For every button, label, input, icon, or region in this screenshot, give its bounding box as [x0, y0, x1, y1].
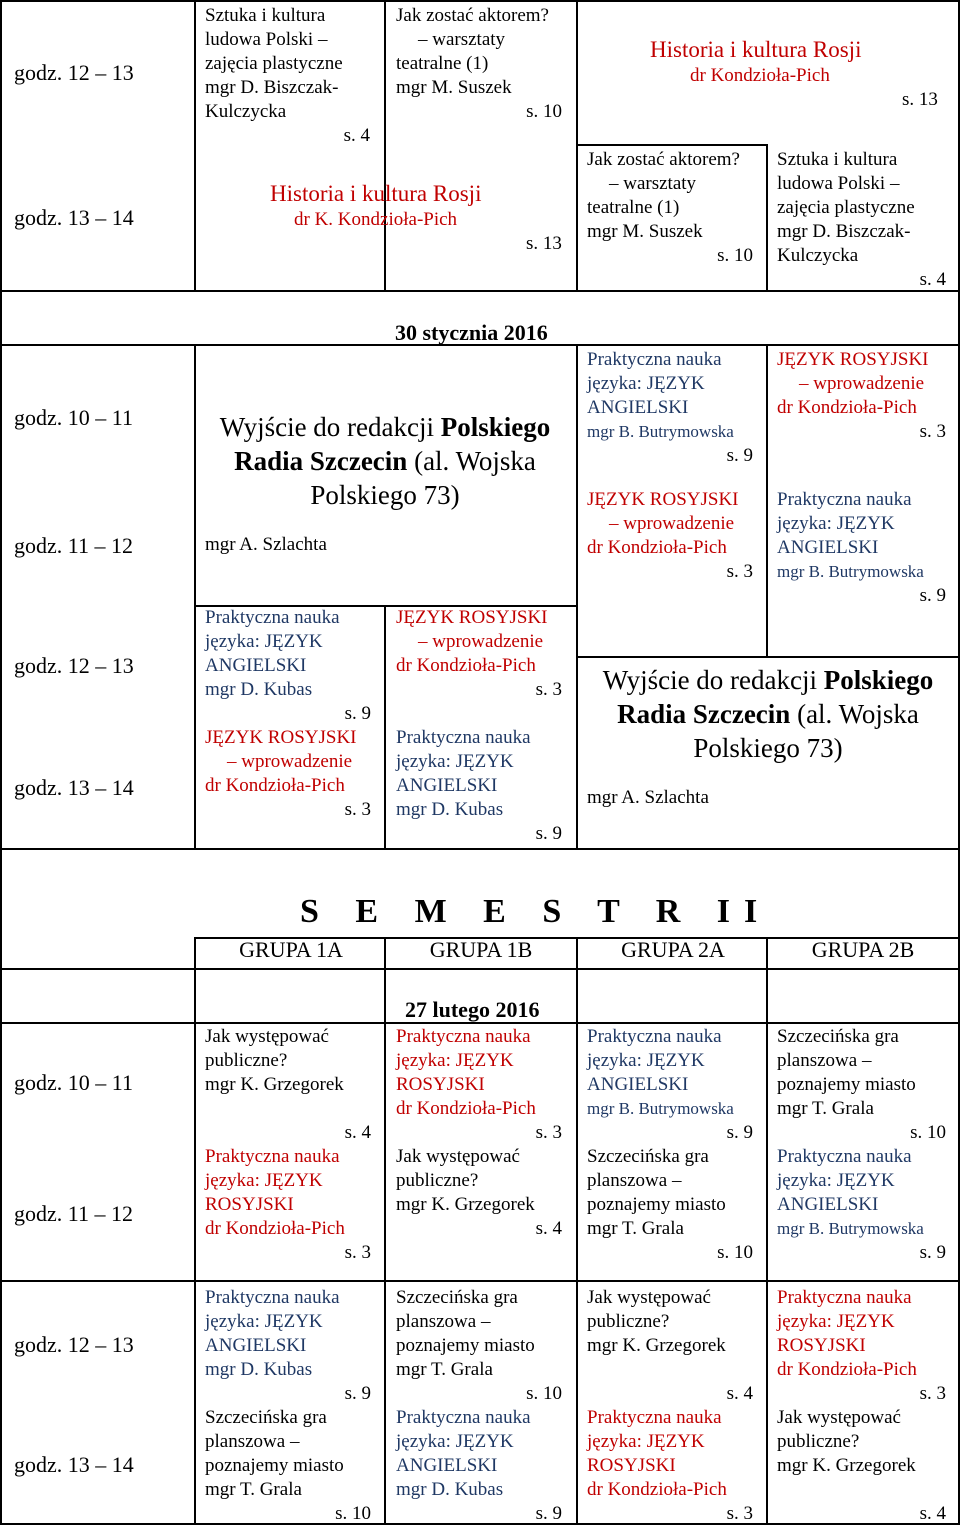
course-title: Praktyczna nauka	[587, 349, 722, 370]
class-entry	[777, 1025, 956, 1145]
radio-text: Polskiego	[440, 412, 551, 442]
course-title: Jak zostać aktorem?	[396, 5, 549, 26]
course-title: Praktyczna nauka	[777, 1287, 912, 1308]
teacher-name: mgr K. Grzegorek	[777, 1455, 916, 1476]
teacher-name: mgr D. Biszczak-	[777, 221, 911, 242]
course-title: Szczecińska gra	[587, 1146, 709, 1167]
class-entry	[587, 348, 763, 468]
room-label: s. 3	[726, 1503, 753, 1524]
class-entry	[205, 606, 381, 726]
course-title: Praktyczna nauka	[396, 1026, 531, 1047]
class-entry	[587, 488, 763, 584]
group-header: GRUPA 2B	[811, 937, 915, 962]
course-title: JĘZYK ROSYJSKI	[587, 489, 739, 510]
teacher-name: dr Kondzioła-Pich	[587, 1479, 727, 1500]
class-entry	[777, 1406, 956, 1526]
course-title: planszowa –	[205, 1431, 300, 1452]
class-entry	[587, 1025, 763, 1145]
teacher-name: dr Kondzioła-Pich	[396, 655, 536, 676]
teacher-name: mgr D. Biszczak-	[205, 77, 339, 98]
radio-text: Wyjście do redakcji	[219, 412, 441, 442]
course-title: ROSYJSKI	[396, 1074, 485, 1095]
course-title: Praktyczna nauka	[777, 1146, 912, 1167]
class-entry	[777, 348, 956, 444]
time-label: godz. 10 – 11	[14, 405, 133, 430]
radio-visit	[196, 410, 574, 512]
room-label: s. 4	[535, 1218, 562, 1239]
course-title: Szczecińska gra	[205, 1407, 327, 1428]
teacher-name: mgr D. Kubas	[396, 1479, 504, 1500]
course-title: poznajemy miasto	[205, 1455, 344, 1476]
room-label: s. 4	[726, 1383, 753, 1404]
time-label: godz. 13 – 14	[14, 1452, 134, 1477]
room-label: s. 10	[910, 1122, 946, 1143]
course-title: Jak występować	[777, 1407, 901, 1428]
teacher-name: mgr T. Grala	[587, 1218, 684, 1239]
class-entry	[777, 1286, 956, 1406]
course-title: Historia i kultura Rosji	[270, 181, 482, 206]
course-title: ludowa Polski –	[205, 29, 328, 50]
course-title: poznajemy miasto	[777, 1074, 916, 1095]
teacher-name: mgr B. Butrymowska	[777, 1219, 924, 1238]
course-title: JĘZYK ROSYJSKI	[396, 607, 548, 628]
teacher-name: dr Kondzioła-Pich	[777, 397, 917, 418]
course-title: ANGIELSKI	[587, 1074, 689, 1095]
room-label: s. 3	[344, 799, 371, 820]
teacher-name: mgr T. Grala	[396, 1359, 493, 1380]
course-title: ROSYJSKI	[587, 1455, 676, 1476]
room-label: s. 3	[919, 421, 946, 442]
course-title: języka: JĘZYK	[777, 1170, 895, 1191]
time-label: godz. 13 – 14	[14, 775, 134, 800]
course-title: Praktyczna nauka	[777, 489, 912, 510]
time-label: godz. 12 – 13	[14, 1332, 134, 1357]
course-title: ANGIELSKI	[777, 537, 879, 558]
teacher-name: mgr A. Szlachta	[587, 787, 709, 808]
class-entry	[777, 148, 956, 292]
room-label: s. 10	[717, 245, 753, 266]
course-title: Jak występować	[396, 1146, 520, 1167]
course-title: Historia i kultura Rosji	[650, 37, 862, 62]
teacher-name: dr Kondzioła-Pich	[205, 1218, 345, 1239]
course-title: teatralne (1)	[587, 197, 680, 218]
course-title: – wprowadzenie	[227, 751, 353, 772]
course-title: zajęcia plastyczne	[777, 197, 915, 218]
course-title: poznajemy miasto	[587, 1194, 726, 1215]
course-title: ANGIELSKI	[205, 1335, 307, 1356]
course-title: – wprowadzenie	[418, 631, 544, 652]
group-header: GRUPA 1A	[239, 937, 343, 962]
room-label: s. 13	[526, 233, 562, 254]
teacher-name: dr Kondzioła-Pich	[690, 65, 830, 86]
room-label: s. 9	[726, 445, 753, 466]
room-label: s. 3	[535, 1122, 562, 1143]
class-entry	[587, 148, 763, 268]
course-title: – wprowadzenie	[609, 513, 735, 534]
course-title: publiczne?	[777, 1431, 860, 1452]
class-entry	[777, 488, 956, 608]
course-title: publiczne?	[205, 1050, 288, 1071]
course-title: Praktyczna nauka	[205, 607, 340, 628]
time-label: godz. 13 – 14	[14, 205, 134, 230]
radio-text: (al. Wojska	[790, 699, 919, 729]
room-label: s. 9	[726, 1122, 753, 1143]
radio-text: Radia Szczecin	[617, 699, 791, 729]
time-label: godz. 11 – 12	[14, 533, 133, 558]
course-title: poznajemy miasto	[396, 1335, 535, 1356]
room-label: s. 9	[919, 585, 946, 606]
course-title: Sztuka i kultura	[777, 149, 898, 170]
class-entry	[396, 1286, 572, 1406]
room-label: s. 4	[919, 1503, 946, 1524]
course-title: języka: JĘZYK	[205, 1170, 323, 1191]
room-label: s. 4	[919, 269, 946, 290]
group-header: GRUPA 2A	[621, 937, 725, 962]
time-label: godz. 11 – 12	[14, 1201, 133, 1226]
teacher-name: mgr M. Suszek	[396, 77, 512, 98]
room-label: s. 9	[344, 703, 371, 724]
course-title: Jak występować	[205, 1026, 329, 1047]
teacher-name: Kulczycka	[205, 101, 287, 122]
teacher-name: mgr K. Grzegorek	[587, 1335, 726, 1356]
room-label: s. 10	[335, 1503, 371, 1524]
room-label: s. 9	[919, 1242, 946, 1263]
teacher-name: mgr K. Grzegorek	[205, 1074, 344, 1095]
teacher-name: mgr D. Kubas	[396, 799, 504, 820]
course-title: Praktyczna nauka	[587, 1407, 722, 1428]
group-header: GRUPA 1B	[429, 937, 533, 962]
course-title: Jak występować	[587, 1287, 711, 1308]
class-entry	[205, 1025, 381, 1143]
course-title: ANGIELSKI	[205, 655, 307, 676]
room-label: s. 10	[526, 1383, 562, 1404]
course-title: Praktyczna nauka	[396, 727, 531, 748]
teacher-name: dr Kondzioła-Pich	[587, 537, 727, 558]
course-title: ANGIELSKI	[777, 1194, 879, 1215]
room-label: s. 13	[902, 89, 938, 110]
radio-text: (al. Wojska	[407, 446, 536, 476]
date-heading: 27 lutego 2016	[405, 997, 540, 1022]
course-title: ROSYJSKI	[777, 1335, 866, 1356]
course-title: JĘZYK ROSYJSKI	[205, 727, 357, 748]
room-label: s. 4	[344, 1122, 371, 1143]
teacher-name: mgr B. Butrymowska	[587, 422, 734, 441]
teacher-name: mgr K. Grzegorek	[396, 1194, 535, 1215]
course-title: JĘZYK ROSYJSKI	[777, 349, 929, 370]
course-title: – warsztaty	[609, 173, 697, 194]
course-title: – warsztaty	[418, 29, 506, 50]
course-title: języka: JĘZYK	[396, 1431, 514, 1452]
teacher-name: mgr T. Grala	[205, 1479, 302, 1500]
room-label: s. 3	[344, 1242, 371, 1263]
radio-visit	[578, 663, 958, 765]
course-title: Sztuka i kultura	[205, 5, 326, 26]
teacher-name: mgr T. Grala	[777, 1098, 874, 1119]
room-label: s. 4	[343, 125, 370, 146]
course-title: Praktyczna nauka	[205, 1146, 340, 1167]
date-heading: 30 stycznia 2016	[395, 320, 548, 345]
room-label: s. 9	[535, 823, 562, 844]
teacher-name: dr Kondzioła-Pich	[205, 775, 345, 796]
course-title: języka: JĘZYK	[587, 1431, 705, 1452]
class-entry	[205, 1406, 381, 1526]
course-title: publiczne?	[587, 1311, 670, 1332]
class-entry	[587, 1286, 763, 1406]
teacher-name: Kulczycka	[777, 245, 859, 266]
course-title: języka: JĘZYK	[777, 513, 895, 534]
time-label: godz. 12 – 13	[14, 60, 134, 85]
course-title: zajęcia plastyczne	[205, 53, 343, 74]
teacher-name: mgr M. Suszek	[587, 221, 703, 242]
radio-text: Radia Szczecin	[234, 446, 408, 476]
course-title: ludowa Polski –	[777, 173, 900, 194]
course-title: Jak zostać aktorem?	[587, 149, 740, 170]
course-title: ANGIELSKI	[396, 1455, 498, 1476]
room-label: s. 3	[726, 561, 753, 582]
course-title: planszowa –	[777, 1050, 872, 1071]
time-label: godz. 12 – 13	[14, 653, 134, 678]
course-title: języka: JĘZYK	[587, 1050, 705, 1071]
class-entry	[205, 1145, 381, 1265]
course-title: języka: JĘZYK	[587, 373, 705, 394]
time-label: godz. 10 – 11	[14, 1070, 133, 1095]
class-entry	[396, 4, 572, 124]
teacher-name: dr Kondzioła-Pich	[396, 1098, 536, 1119]
teacher-name: dr K. Kondzioła-Pich	[294, 209, 458, 230]
room-label: s. 9	[344, 1383, 371, 1404]
course-title: Praktyczna nauka	[396, 1407, 531, 1428]
course-title: języka: JĘZYK	[205, 1311, 323, 1332]
class-entry	[587, 1145, 763, 1265]
class-entry	[396, 1025, 572, 1145]
course-title: języka: JĘZYK	[396, 751, 514, 772]
teacher-name: mgr D. Kubas	[205, 1359, 313, 1380]
course-title: planszowa –	[587, 1170, 682, 1191]
radio-text: Polskiego	[823, 665, 934, 695]
radio-text: Polskiego 73)	[693, 733, 843, 763]
semester-heading: S E M E S T R II	[300, 893, 772, 930]
course-title: języka: JĘZYK	[777, 1311, 895, 1332]
teacher-name: mgr B. Butrymowska	[777, 562, 924, 581]
room-label: s. 3	[919, 1383, 946, 1404]
course-title: teatralne (1)	[396, 53, 489, 74]
course-title: – wprowadzenie	[799, 373, 925, 394]
teacher-name: mgr B. Butrymowska	[587, 1099, 734, 1118]
course-title: Szczecińska gra	[396, 1287, 518, 1308]
course-title: języka: JĘZYK	[205, 631, 323, 652]
course-title: ROSYJSKI	[205, 1194, 294, 1215]
course-title: Praktyczna nauka	[205, 1287, 340, 1308]
course-title: Praktyczna nauka	[587, 1026, 722, 1047]
room-label: s. 3	[535, 679, 562, 700]
course-title: ANGIELSKI	[396, 775, 498, 796]
course-title: Szczecińska gra	[777, 1026, 899, 1047]
class-entry	[396, 726, 572, 846]
teacher-name: dr Kondzioła-Pich	[777, 1359, 917, 1380]
course-title: publiczne?	[396, 1170, 479, 1191]
class-entry	[396, 1145, 572, 1265]
course-title: planszowa –	[396, 1311, 491, 1332]
class-entry	[587, 1406, 763, 1526]
class-entry	[205, 1286, 381, 1406]
class-entry	[205, 4, 380, 148]
room-label: s. 9	[535, 1503, 562, 1524]
class-entry	[396, 606, 572, 702]
radio-text: Wyjście do redakcji	[602, 665, 824, 695]
class-entry	[205, 726, 381, 822]
radio-text: Polskiego 73)	[310, 480, 460, 510]
room-label: s. 10	[717, 1242, 753, 1263]
course-title: języka: JĘZYK	[396, 1050, 514, 1071]
class-entry	[396, 1406, 572, 1526]
room-label: s. 10	[526, 101, 562, 122]
teacher-name: mgr D. Kubas	[205, 679, 313, 700]
teacher-name: mgr A. Szlachta	[205, 534, 327, 555]
course-title: ANGIELSKI	[587, 397, 689, 418]
class-entry	[777, 1145, 956, 1265]
